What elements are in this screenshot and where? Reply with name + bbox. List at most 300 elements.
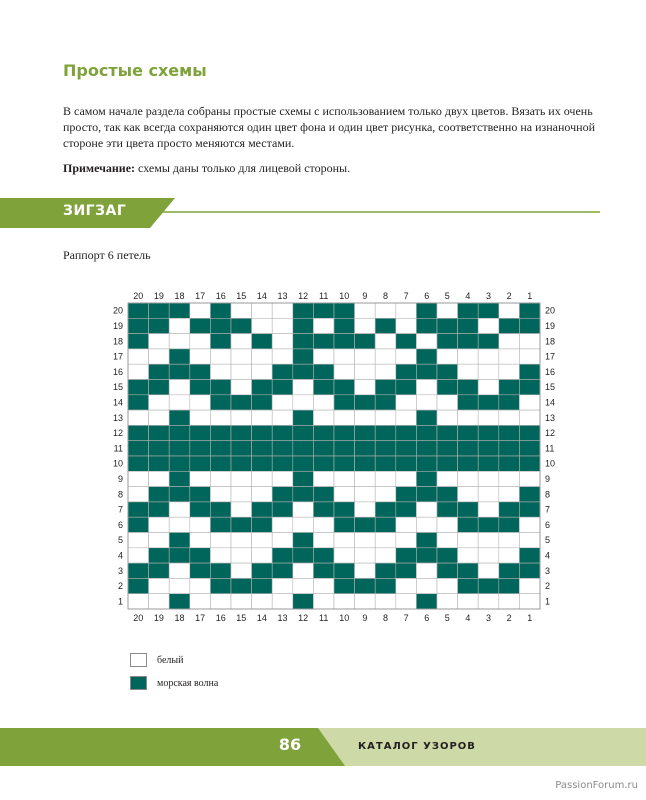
chart-cell	[231, 395, 252, 410]
chart-cell	[519, 395, 540, 410]
note-text: схемы даны только для лицевой стороны.	[135, 161, 351, 175]
row-number-left: 9	[117, 473, 123, 484]
chart-cell	[149, 456, 170, 471]
chart-cell	[169, 548, 190, 563]
chart-cell	[416, 410, 437, 425]
chart-cell	[458, 318, 479, 333]
chart-cell	[334, 303, 355, 318]
column-number-top: 12	[298, 291, 309, 301]
chart-cell	[499, 533, 520, 548]
column-number-top: 6	[424, 291, 430, 301]
chart-cell	[210, 364, 231, 379]
chart-cell	[437, 364, 458, 379]
chart-cell	[396, 334, 417, 349]
column-number-top: 18	[174, 291, 185, 301]
column-number-bottom: 8	[382, 613, 389, 623]
chart-cell	[334, 456, 355, 471]
chart-cell	[210, 578, 231, 593]
column-number-bottom: 16	[215, 613, 226, 623]
chart-cell	[272, 594, 293, 609]
row-number-left: 12	[112, 428, 123, 439]
chart-cell	[519, 471, 540, 486]
chart-cell	[169, 395, 190, 410]
chart-cell	[499, 517, 520, 532]
chart-cell	[355, 364, 376, 379]
chart-cell	[149, 410, 170, 425]
row-number-right: 17	[545, 351, 556, 362]
chart-cell	[355, 502, 376, 517]
chart-cell	[190, 395, 211, 410]
row-number-left: 1	[117, 596, 123, 607]
chart-cell	[149, 594, 170, 609]
chart-cell	[210, 502, 231, 517]
chart-cell	[416, 364, 437, 379]
chart-cell	[519, 410, 540, 425]
chart-cell	[519, 502, 540, 517]
chart-cell	[293, 517, 314, 532]
chart-cell	[313, 349, 334, 364]
chart-cell	[334, 334, 355, 349]
chart-cell	[416, 395, 437, 410]
chart-cell	[128, 410, 149, 425]
chart-cell	[149, 548, 170, 563]
chart-cell	[437, 441, 458, 456]
chart-cell	[478, 364, 499, 379]
chart-cell	[437, 517, 458, 532]
column-number-bottom: 2	[506, 613, 512, 623]
chart-cell	[252, 578, 273, 593]
chart-cell	[149, 425, 170, 440]
column-number-top: 4	[465, 291, 471, 301]
chart-cell	[499, 395, 520, 410]
chart-cell	[499, 502, 520, 517]
chart-cell	[231, 303, 252, 318]
chart-cell	[458, 425, 479, 440]
chart-cell	[210, 471, 231, 486]
chart-cell	[272, 578, 293, 593]
chart-cell	[272, 380, 293, 395]
chart-cell	[334, 517, 355, 532]
chart-cell	[334, 594, 355, 609]
chart-cell	[499, 563, 520, 578]
chart-cell	[458, 395, 479, 410]
chart-cell	[499, 410, 520, 425]
chart-cell	[416, 318, 437, 333]
chart-cell	[190, 502, 211, 517]
chart-cell	[210, 380, 231, 395]
chart-cell	[375, 502, 396, 517]
column-number-top: 16	[215, 291, 226, 301]
chart-cell	[499, 349, 520, 364]
chart-cell	[416, 471, 437, 486]
chart-cell	[190, 334, 211, 349]
chart-cell	[128, 456, 149, 471]
chart-cell	[437, 578, 458, 593]
chart-cell	[375, 533, 396, 548]
chart-cell	[334, 471, 355, 486]
chart-cell	[478, 303, 499, 318]
chart-cell	[355, 578, 376, 593]
row-number-right: 15	[545, 382, 556, 393]
chart-cell	[458, 456, 479, 471]
chart-cell	[128, 471, 149, 486]
chart-cell	[478, 441, 499, 456]
chart-cell	[396, 487, 417, 502]
chart-cell	[519, 578, 540, 593]
chart-cell	[169, 334, 190, 349]
chart-cell	[190, 548, 211, 563]
chart-cell	[210, 395, 231, 410]
chart-cell	[190, 517, 211, 532]
row-number-left: 4	[117, 550, 123, 561]
chart-cell	[478, 425, 499, 440]
chart-cell	[375, 395, 396, 410]
chart-cell	[210, 594, 231, 609]
chart-cell	[478, 410, 499, 425]
chart-cell	[252, 410, 273, 425]
chart-cell	[313, 364, 334, 379]
chart-cell	[272, 487, 293, 502]
chart-cell	[437, 456, 458, 471]
chart-cell	[519, 441, 540, 456]
chart-cell	[149, 502, 170, 517]
chart-cell	[334, 364, 355, 379]
chart-cell	[519, 425, 540, 440]
chart-cell	[478, 334, 499, 349]
row-number-right: 2	[545, 581, 551, 592]
chart-cell	[313, 441, 334, 456]
chart-cell	[169, 364, 190, 379]
chart-cell	[272, 563, 293, 578]
column-number-bottom: 18	[174, 613, 185, 623]
column-number-bottom: 4	[465, 613, 471, 623]
chart-cell	[210, 487, 231, 502]
column-number-bottom: 20	[133, 613, 144, 623]
chart-cell	[334, 578, 355, 593]
row-number-right: 8	[545, 489, 551, 500]
chart-cell	[437, 410, 458, 425]
chart-cell	[416, 548, 437, 563]
legend-swatch-teal	[130, 676, 147, 690]
chart-cell	[478, 471, 499, 486]
chart-cell	[128, 395, 149, 410]
chart-cell	[149, 471, 170, 486]
chart-cell	[313, 517, 334, 532]
chart-cell	[478, 318, 499, 333]
chart-cell	[149, 517, 170, 532]
chart-cell	[355, 318, 376, 333]
chart-cell	[190, 303, 211, 318]
chart-cell	[128, 425, 149, 440]
column-number-bottom: 9	[362, 613, 368, 623]
chart-cell	[210, 456, 231, 471]
chart-cell	[169, 456, 190, 471]
column-number-top: 17	[195, 291, 206, 301]
chart-cell	[252, 334, 273, 349]
row-number-left: 18	[112, 336, 123, 347]
chart-cell	[293, 441, 314, 456]
chart-cell	[478, 533, 499, 548]
chart-cell	[458, 441, 479, 456]
chart-cell	[478, 517, 499, 532]
row-number-right: 5	[545, 535, 551, 546]
chart-cell	[313, 318, 334, 333]
chart-cell	[313, 594, 334, 609]
chart-cell	[190, 578, 211, 593]
chart-cell	[478, 349, 499, 364]
chart-cell	[375, 303, 396, 318]
chart-cell	[416, 441, 437, 456]
chart-cell	[396, 425, 417, 440]
chart-cell	[355, 334, 376, 349]
chart-cell	[355, 395, 376, 410]
chart-cell	[396, 410, 417, 425]
chart-cell	[355, 456, 376, 471]
chart-cell	[149, 533, 170, 548]
chart-cell	[313, 471, 334, 486]
chart-cell	[396, 502, 417, 517]
chart-cell	[252, 349, 273, 364]
chart-cell	[252, 533, 273, 548]
chart-cell	[231, 471, 252, 486]
chart-cell	[355, 594, 376, 609]
chart-cell	[313, 410, 334, 425]
chart-cell	[478, 395, 499, 410]
chart-cell	[416, 303, 437, 318]
chart-cell	[416, 334, 437, 349]
chart-cell	[231, 548, 252, 563]
chart-cell	[437, 334, 458, 349]
chart-cell	[396, 548, 417, 563]
chart-cell	[272, 441, 293, 456]
intro-paragraph: В самом начале раздела собраны простые схемы с использованием только двух цветов. Вязать их очень просто, так как всегда сохраняются один цвет фона и один цвет рисунка, соответственно на изнаночной стороне эти цвета просто меняются местами.	[63, 104, 595, 150]
chart-cell	[355, 441, 376, 456]
chart-cell	[478, 563, 499, 578]
chart-cell	[149, 318, 170, 333]
chart-cell	[231, 334, 252, 349]
chart-cell	[478, 487, 499, 502]
column-number-bottom: 7	[403, 613, 409, 623]
chart-cell	[499, 364, 520, 379]
row-number-right: 3	[545, 565, 551, 576]
legend-teal	[130, 676, 218, 690]
column-number-top: 5	[444, 291, 450, 301]
column-number-top: 2	[506, 291, 512, 301]
chart-cell	[416, 487, 437, 502]
chart-cell	[437, 349, 458, 364]
chart-cell	[231, 594, 252, 609]
chart-cell	[458, 471, 479, 486]
chart-cell	[272, 410, 293, 425]
chart-cell	[396, 380, 417, 395]
chart-cell	[293, 303, 314, 318]
chart-cell	[149, 349, 170, 364]
chart-cell	[252, 425, 273, 440]
chart-cell	[355, 349, 376, 364]
chart-cell	[231, 364, 252, 379]
chart-cell	[416, 425, 437, 440]
chart-cell	[190, 563, 211, 578]
row-number-right: 9	[545, 473, 551, 484]
chart-cell	[458, 410, 479, 425]
chart-cell	[231, 349, 252, 364]
chart-cell	[149, 364, 170, 379]
chart-cell	[149, 395, 170, 410]
chart-cell	[252, 563, 273, 578]
chart-cell	[293, 349, 314, 364]
chart-cell	[334, 502, 355, 517]
chart-cell	[499, 303, 520, 318]
row-number-left: 7	[117, 504, 123, 515]
chart-cell	[458, 517, 479, 532]
chart-cell	[190, 487, 211, 502]
legend-white	[130, 653, 183, 667]
chart-cell	[458, 380, 479, 395]
chart-cell	[416, 578, 437, 593]
chart-cell	[231, 563, 252, 578]
chart-cell	[169, 303, 190, 318]
chart-cell	[169, 594, 190, 609]
chart-cell	[437, 471, 458, 486]
row-number-right: 16	[545, 366, 556, 377]
chart-cell	[396, 318, 417, 333]
chart-cell	[210, 533, 231, 548]
chart-cell	[458, 349, 479, 364]
chart-cell	[210, 303, 231, 318]
column-number-top: 11	[319, 291, 329, 301]
chart-cell	[458, 548, 479, 563]
chart-cell	[272, 334, 293, 349]
chart-cell	[519, 533, 540, 548]
row-number-right: 4	[545, 550, 551, 561]
chart-cell	[128, 303, 149, 318]
chart-cell	[293, 533, 314, 548]
footer-bar	[0, 728, 646, 766]
chart-cell	[210, 563, 231, 578]
chart-cell	[519, 548, 540, 563]
chart-cell	[334, 425, 355, 440]
chart-cell	[375, 318, 396, 333]
chart-cell	[458, 533, 479, 548]
chart-cell	[252, 502, 273, 517]
column-number-top: 9	[362, 291, 368, 301]
chart-cell	[293, 502, 314, 517]
chart-cell	[272, 502, 293, 517]
chart-cell	[499, 487, 520, 502]
chart-cell	[252, 548, 273, 563]
chart-cell	[128, 533, 149, 548]
chart-cell	[499, 425, 520, 440]
chart-cell	[313, 395, 334, 410]
chart-cell	[128, 380, 149, 395]
chart-cell	[190, 410, 211, 425]
row-number-left: 19	[112, 320, 123, 331]
section-title: Простые схемы	[63, 61, 207, 80]
legend-label-teal: морская волна	[157, 677, 219, 689]
row-number-left: 13	[112, 412, 123, 423]
chart-cell	[437, 380, 458, 395]
chart-cell	[231, 410, 252, 425]
chart-cell	[334, 349, 355, 364]
chart-cell	[293, 578, 314, 593]
chart-cell	[355, 471, 376, 486]
chart-cell	[437, 548, 458, 563]
chart-cell	[416, 502, 437, 517]
chart-cell	[231, 502, 252, 517]
chart-cell	[293, 471, 314, 486]
chart-cell	[519, 318, 540, 333]
chart-cell	[458, 364, 479, 379]
row-number-left: 17	[112, 351, 123, 362]
chart-cell	[128, 548, 149, 563]
row-number-left: 2	[117, 581, 123, 592]
chart-cell	[437, 502, 458, 517]
chart-cell	[396, 533, 417, 548]
chart-cell	[334, 563, 355, 578]
column-number-top: 10	[339, 291, 350, 301]
column-number-bottom: 15	[236, 613, 247, 623]
chart-cell	[169, 425, 190, 440]
row-number-right: 20	[545, 305, 556, 316]
chart-cell	[272, 425, 293, 440]
chart-cell	[272, 303, 293, 318]
chart-cell	[272, 395, 293, 410]
chart-cell	[519, 517, 540, 532]
chart-cell	[149, 487, 170, 502]
chart-cell	[519, 303, 540, 318]
chart-cell	[128, 517, 149, 532]
chart-cell	[210, 441, 231, 456]
chart-cell	[355, 425, 376, 440]
chart-cell	[437, 487, 458, 502]
chart-cell	[190, 425, 211, 440]
chart-cell	[128, 594, 149, 609]
chart-cell	[519, 380, 540, 395]
column-number-bottom: 19	[153, 613, 164, 623]
chart-cell	[231, 487, 252, 502]
column-number-top: 1	[527, 291, 533, 301]
chart-cell	[128, 502, 149, 517]
column-number-top: 20	[133, 291, 144, 301]
chart-cell	[437, 594, 458, 609]
chart-cell	[519, 594, 540, 609]
row-number-left: 16	[112, 366, 123, 377]
chart-cell	[252, 318, 273, 333]
row-number-right: 19	[545, 320, 556, 331]
chart-cell	[210, 318, 231, 333]
row-number-left: 14	[112, 397, 123, 408]
chart-cell	[375, 594, 396, 609]
chart-cell	[499, 441, 520, 456]
chart-cell	[149, 334, 170, 349]
chart-cell	[190, 380, 211, 395]
chart-cell	[210, 517, 231, 532]
chart-cell	[416, 380, 437, 395]
chart-cell	[437, 425, 458, 440]
chart-cell	[149, 380, 170, 395]
row-number-right: 13	[545, 412, 556, 423]
chart-cell	[313, 303, 334, 318]
chart-cell	[478, 594, 499, 609]
chart-cell	[169, 517, 190, 532]
chart-cell	[169, 318, 190, 333]
column-number-bottom: 17	[195, 613, 206, 623]
column-number-bottom: 14	[256, 613, 267, 623]
chart-cell	[272, 456, 293, 471]
chart-cell	[499, 456, 520, 471]
chart-cell	[478, 456, 499, 471]
row-number-left: 6	[117, 519, 123, 530]
